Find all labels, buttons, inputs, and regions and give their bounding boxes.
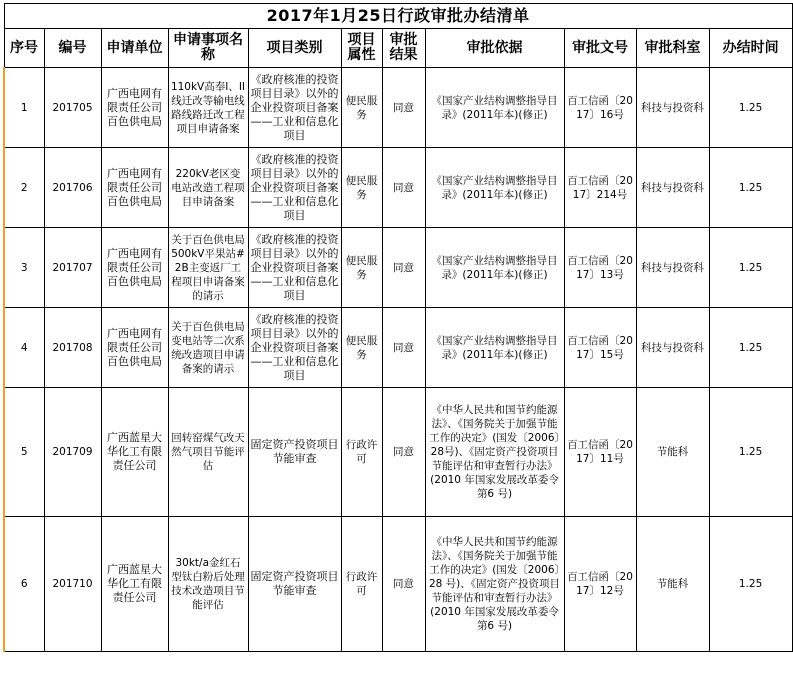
cell-doc-no: 百工信函〔2017〕12号 — [564, 517, 636, 652]
cell-seq: 3 — [4, 228, 44, 308]
cell-code: 201708 — [44, 308, 101, 388]
table-row — [4, 228, 792, 308]
cell-item-name: 220kV老区变电站改造工程项目申请备案 — [168, 148, 248, 228]
approval-sheet — [3, 3, 791, 652]
cell-seq: 5 — [4, 388, 44, 517]
header-code: 编号 — [44, 29, 101, 68]
cell-basis: 《中华人民共和国节约能源法》、《国务院关于加强节能工作的决定》(国发〔2006〕28号)、《固定资产投资项目节能评估和审查暂行办法》(2010 年国家发展改革委令第6 号) — [425, 388, 564, 517]
cell-doc-no: 百工信函〔2017〕15号 — [564, 308, 636, 388]
cell-done-time: 1.25 — [709, 517, 792, 652]
cell-doc-no: 百工信函〔2017〕11号 — [564, 388, 636, 517]
cell-category: 《政府核准的投资项目目录》以外的企业投资项目备案——工业和信息化项目 — [248, 228, 341, 308]
cell-applicant: 广西蓝星大华化工有限责任公司 — [101, 388, 168, 517]
cell-done-time: 1.25 — [709, 148, 792, 228]
cell-item-name: 回转窑煤气改天然气项目节能评估 — [168, 388, 248, 517]
header-item-name: 申请事项名称 — [168, 29, 248, 68]
cell-item-name: 110kV高奉I、II线迁改等输电线路线路迁改工程项目申请备案 — [168, 68, 248, 148]
header-attribute: 项目属性 — [341, 29, 382, 68]
cell-seq: 1 — [4, 68, 44, 148]
cell-attribute: 便民服务 — [341, 148, 382, 228]
header-result: 审批结果 — [382, 29, 425, 68]
table-row — [4, 517, 792, 652]
header-row — [4, 29, 792, 68]
cell-basis: 《国家产业结构调整指导目录》(2011年本)(修正) — [425, 148, 564, 228]
table-row — [4, 68, 792, 148]
cell-applicant: 广西蓝星大华化工有限责任公司 — [101, 517, 168, 652]
cell-applicant: 广西电网有限责任公司百色供电局 — [101, 148, 168, 228]
cell-basis: 《国家产业结构调整指导目录》(2011年本)(修正) — [425, 308, 564, 388]
cell-item-name: 30kt/a金红石型钛白粉后处理技术改造项目节能评估 — [168, 517, 248, 652]
cell-done-time: 1.25 — [709, 228, 792, 308]
cell-result: 同意 — [382, 228, 425, 308]
cell-basis: 《国家产业结构调整指导目录》(2011年本)(修正) — [425, 228, 564, 308]
cell-dept: 节能科 — [636, 517, 709, 652]
header-doc-no: 审批文号 — [564, 29, 636, 68]
cell-done-time: 1.25 — [709, 308, 792, 388]
cell-result: 同意 — [382, 68, 425, 148]
cell-basis: 《中华人民共和国节约能源法》、《国务院关于加强节能工作的决定》(国发〔2006〕28 号)、《固定资产投资项目节能评估和审查暂行办法》(2010 年国家发展改革委令第6 号) — [425, 517, 564, 652]
cell-applicant: 广西电网有限责任公司百色供电局 — [101, 68, 168, 148]
cell-item-name: 关于百色供电局500kV平果站#2B主变返厂工程项目申请备案的请示 — [168, 228, 248, 308]
cell-category: 《政府核准的投资项目目录》以外的企业投资项目备案——工业和信息化项目 — [248, 68, 341, 148]
cell-attribute: 行政许可 — [341, 517, 382, 652]
cell-result: 同意 — [382, 517, 425, 652]
table-row — [4, 148, 792, 228]
cell-code: 201705 — [44, 68, 101, 148]
cell-category: 固定资产投资项目节能审查 — [248, 388, 341, 517]
approval-table — [3, 3, 793, 652]
table-row — [4, 308, 792, 388]
cell-result: 同意 — [382, 308, 425, 388]
header-applicant: 申请单位 — [101, 29, 168, 68]
header-category: 项目类别 — [248, 29, 341, 68]
cell-dept: 节能科 — [636, 388, 709, 517]
cell-code: 201709 — [44, 388, 101, 517]
cell-category: 固定资产投资项目节能审查 — [248, 517, 341, 652]
cell-category: 《政府核准的投资项目目录》以外的企业投资项目备案——工业和信息化项目 — [248, 148, 341, 228]
cell-done-time: 1.25 — [709, 388, 792, 517]
cell-done-time: 1.25 — [709, 68, 792, 148]
cell-attribute: 便民服务 — [341, 68, 382, 148]
cell-seq: 4 — [4, 308, 44, 388]
cell-doc-no: 百工信函〔2017〕13号 — [564, 228, 636, 308]
cell-result: 同意 — [382, 148, 425, 228]
table-row — [4, 388, 792, 517]
cell-attribute: 便民服务 — [341, 228, 382, 308]
cell-code: 201710 — [44, 517, 101, 652]
cell-seq: 6 — [4, 517, 44, 652]
cell-code: 201707 — [44, 228, 101, 308]
cell-attribute: 行政许可 — [341, 388, 382, 517]
cell-category: 《政府核准的投资项目目录》以外的企业投资项目备案——工业和信息化项目 — [248, 308, 341, 388]
cell-seq: 2 — [4, 148, 44, 228]
cell-result: 同意 — [382, 388, 425, 517]
cell-dept: 科技与投资科 — [636, 148, 709, 228]
sheet-title: 2017年1月25日行政审批办结清单 — [4, 4, 792, 29]
header-seq: 序号 — [4, 29, 44, 68]
cell-item-name: 关于百色供电局变电站等二次系统改造项目申请备案的请示 — [168, 308, 248, 388]
header-dept: 审批科室 — [636, 29, 709, 68]
cell-basis: 《国家产业结构调整指导目录》(2011年本)(修正) — [425, 68, 564, 148]
cell-doc-no: 百工信函〔2017〕16号 — [564, 68, 636, 148]
cell-doc-no: 百工信函〔2017〕214号 — [564, 148, 636, 228]
cell-applicant: 广西电网有限责任公司百色供电局 — [101, 228, 168, 308]
cell-code: 201706 — [44, 148, 101, 228]
cell-dept: 科技与投资科 — [636, 68, 709, 148]
cell-attribute: 便民服务 — [341, 308, 382, 388]
header-basis: 审批依据 — [425, 29, 564, 68]
cell-applicant: 广西电网有限责任公司百色供电局 — [101, 308, 168, 388]
header-done-time: 办结时间 — [709, 29, 792, 68]
cell-dept: 科技与投资科 — [636, 308, 709, 388]
cell-dept: 科技与投资科 — [636, 228, 709, 308]
